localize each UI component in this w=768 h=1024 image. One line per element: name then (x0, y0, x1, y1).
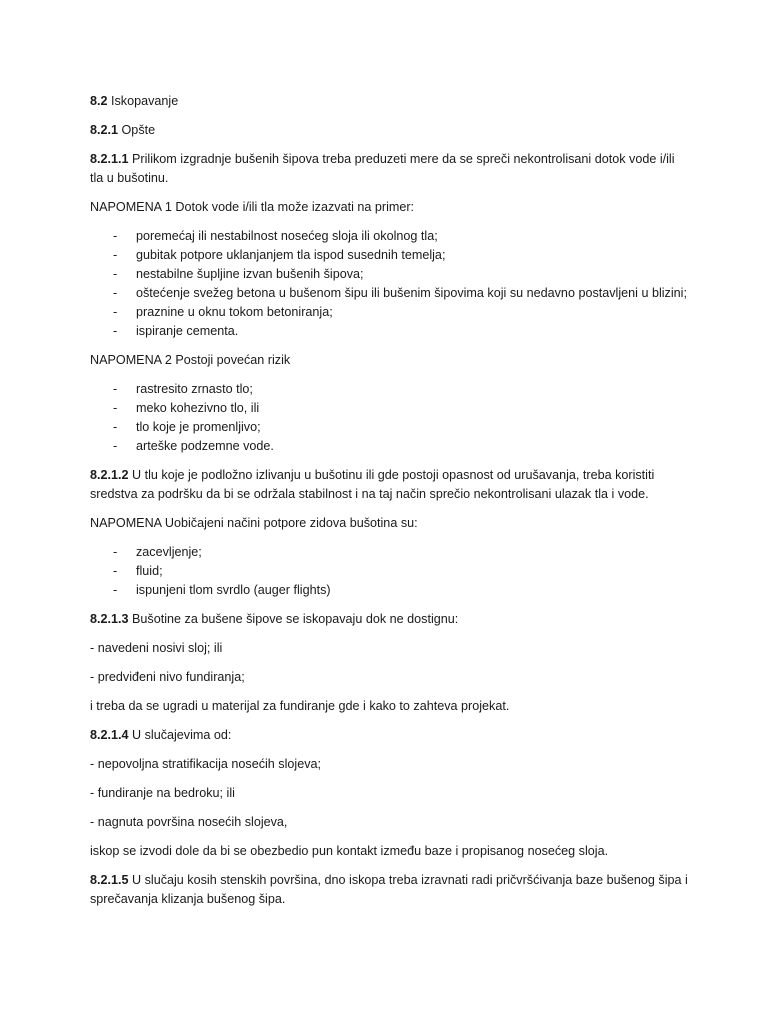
paragraph-text: U slučaju kosih stenskih površina, dno iskopa treba izravnati radi pričvršćivanja baze bušenog šipa i sprečavanja klizanja bušenog šipa. (90, 873, 688, 906)
list-item: - nestabilne šupljine izvan bušenih šipova; (90, 265, 690, 284)
paragraph-8-2-1-2 (90, 466, 690, 504)
paragraph-line: iskop se izvodi dole da bi se obezbedio pun kontakt između baze i propisanog nosećeg sloja. (90, 844, 609, 858)
heading-8-2-1 (90, 121, 690, 140)
paragraph-text: U slučajevima od: (132, 728, 232, 742)
paragraph-line: - navedeni nosivi sloj; ili (90, 641, 223, 655)
list-item: - meko kohezivno tlo, ili (90, 399, 690, 418)
section-number: 8.2 (90, 94, 108, 108)
list-item: - ispunjeni tlom svrdlo (auger flights) (90, 581, 690, 600)
paragraph-8-2-1-3 (90, 610, 690, 629)
list-item: - ispiranje cementa. (90, 322, 690, 341)
section-number: 8.2.1 (90, 123, 119, 137)
note-1: NAPOMENA 1 Dotok vode i/ili tla može izazvati na primer: (90, 200, 415, 214)
list-item: - arteške podzemne vode. (90, 437, 690, 456)
list-item: - zacevljenje; (90, 543, 690, 562)
note-2-list (90, 380, 690, 456)
paragraph-8-2-1-4 (90, 726, 690, 745)
paragraph-line: - nagnuta površina nosećih slojeva, (90, 815, 288, 829)
paragraph-8-2-1-5 (90, 871, 690, 909)
note-3: NAPOMENA Uobičajeni načini potpore zidova bušotina su: (90, 516, 418, 530)
list-item: - rastresito zrnasto tlo; (90, 380, 690, 399)
paragraph-line: - nepovoljna stratifikacija nosećih slojeva; (90, 757, 322, 771)
section-number: 8.2.1.3 (90, 612, 129, 626)
paragraph-8-2-1-1 (90, 150, 690, 188)
section-number: 8.2.1.4 (90, 728, 129, 742)
paragraph-line: i treba da se ugradi u materijal za fundiranje gde i kako to zahteva projekat. (90, 699, 510, 713)
section-number: 8.2.1.1 (90, 152, 129, 166)
list-item: - praznine u oknu tokom betoniranja; (90, 303, 690, 322)
paragraph-text: Bušotine za bušene šipove se iskopavaju dok ne dostignu: (132, 612, 459, 626)
section-title: Iskopavanje (111, 94, 179, 108)
section-number: 8.2.1.2 (90, 468, 129, 482)
list-item: - gubitak potpore uklanjanjem tla ispod susednih temelja; (90, 246, 690, 265)
section-number: 8.2.1.5 (90, 873, 129, 887)
paragraph-text: Prilikom izgradnje bušenih šipova treba preduzeti mere da se spreči nekontrolisani dotok vode i/ili tla u bušotinu. (90, 152, 675, 185)
list-item: - poremećaj ili nestabilnost nosećeg sloja ili okolnog tla; (90, 227, 690, 246)
list-item: - fluid; (90, 562, 690, 581)
list-item: - tlo koje je promenljivo; (90, 418, 690, 437)
heading-8-2 (90, 92, 690, 111)
note-2: NAPOMENA 2 Postoji povećan rizik (90, 353, 291, 367)
section-title: Opšte (121, 123, 156, 137)
note-1-list (90, 227, 690, 341)
document-page (90, 92, 690, 919)
paragraph-line: - predviđeni nivo fundiranja; (90, 670, 245, 684)
note-3-list (90, 543, 690, 600)
paragraph-text: U tlu koje je podložno izlivanju u bušotinu ili gde postoji opasnost od urušavanja, treba koristiti sredstva za podršku da bi se održala stabilnost i na taj način sprečio nekontrolisani ulazak tla i vode. (90, 468, 655, 501)
paragraph-line: - fundiranje na bedroku; ili (90, 786, 235, 800)
list-item: - oštećenje svežeg betona u bušenom šipu ili bušenim šipovima koji su nedavno postavljeni u blizini; (90, 284, 690, 303)
